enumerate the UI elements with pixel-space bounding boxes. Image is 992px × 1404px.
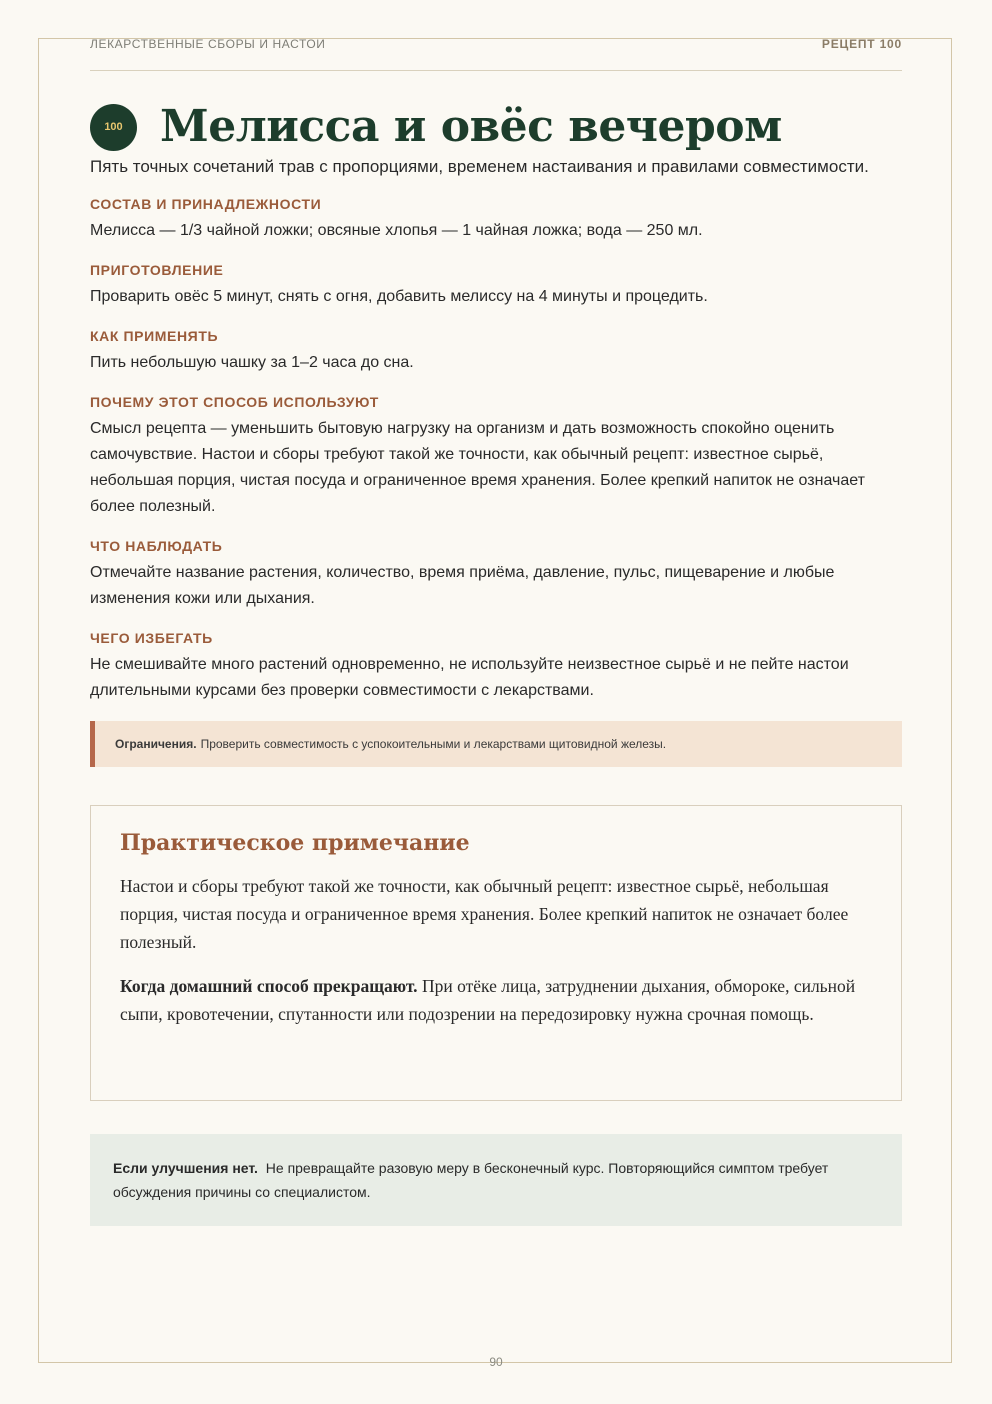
header-divider [90,70,902,71]
stop-conditions-text: При отёке лица, затруднении дыхания, обмороке, сильной сыпи, кровотечении, спутанности или подозрении на передозировку нужна срочная помощь. [120,976,856,1024]
section-heading: ПРИГОТОВЛЕНИЕ [90,262,224,278]
section-heading: ЧЕГО ИЗБЕГАТЬ [90,630,213,646]
section-rationale [90,393,902,520]
section-text: Смысл рецепта — уменьшить бытовую нагрузку на организм и дать возможность спокойно оценить самочувствие. Настои и сборы требуют такой же точности, как обычный рецепт: известное сырьё, небольшая порция, чистая посуда и ограниченное время хранения. Более крепкий напиток не означает более полезный. [90,420,865,515]
no-improvement-callout [90,1134,902,1226]
running-header-section: ЛЕКАРСТВЕННЫЕ СБОРЫ И НАСТОИ [90,37,326,51]
running-header-recipe-label: РЕЦЕПТ 100 [821,37,902,51]
section-observe [90,537,902,612]
recipe-content [90,154,902,1226]
section-text: Мелисса — 1/3 чайной ложки; овсяные хлопья — 1 чайная ложка; вода — 250 мл. [90,222,703,239]
section-usage [90,327,902,376]
section-text: Пить небольшую чашку за 1–2 часа до сна. [90,354,414,371]
no-improvement-label: Если улучшения нет. [113,1160,258,1176]
limitations-text: Проверить совместимость с успокоительными и лекарствами щитовидной железы. [200,737,667,751]
title-row [90,98,902,156]
section-heading: ЧТО НАБЛЮДАТЬ [90,538,223,554]
section-text: Проварить овёс 5 минут, снять с огня, добавить мелиссу на 4 минуты и процедить. [90,288,708,305]
practical-note-paragraph: Настои и сборы требуют такой же точности, как обычный рецепт: известное сырьё, небольшая порция, чистая посуда и ограниченное время хранения. Более крепкий напиток не означает более полезный. [120,876,849,952]
recipe-subtitle: Пять точных сочетаний трав с пропорциями, временем настаивания и правилами совместимости. [90,157,869,176]
section-avoid [90,629,902,704]
section-text: Не смешивайте много растений одновременно, не используйте неизвестное сырьё и не пейте настои длительными курсами без проверки совместимости с лекарствами. [90,656,849,699]
recipe-number-badge: 100 [90,104,137,151]
practical-note-title: Практическое примечание [120,830,470,856]
practical-note-box [90,805,902,1101]
page-number: 90 [489,1355,503,1369]
section-heading: СОСТАВ И ПРИНАДЛЕЖНОСТИ [90,196,322,212]
section-heading: КАК ПРИМЕНЯТЬ [90,328,219,344]
limitations-callout [90,721,902,767]
running-header [90,37,902,51]
stop-conditions-paragraph [120,972,872,1028]
section-text: Отмечайте название растения, количество, время приёма, давление, пульс, пищеварение и любые изменения кожи или дыхания. [90,564,835,607]
stop-conditions-label: Когда домашний способ прекращают. [120,976,418,996]
section-heading: ПОЧЕМУ ЭТОТ СПОСОБ ИСПОЛЬЗУЮТ [90,394,379,410]
section-composition [90,195,902,244]
recipe-title: Мелисса и овёс вечером [160,101,782,152]
section-preparation [90,261,902,310]
limitations-label: Ограничения. [115,737,197,751]
no-improvement-text: Не превращайте разовую меру в бесконечный курс. Повторяющийся симптом требует обсуждения причины со специалистом. [113,1160,829,1200]
